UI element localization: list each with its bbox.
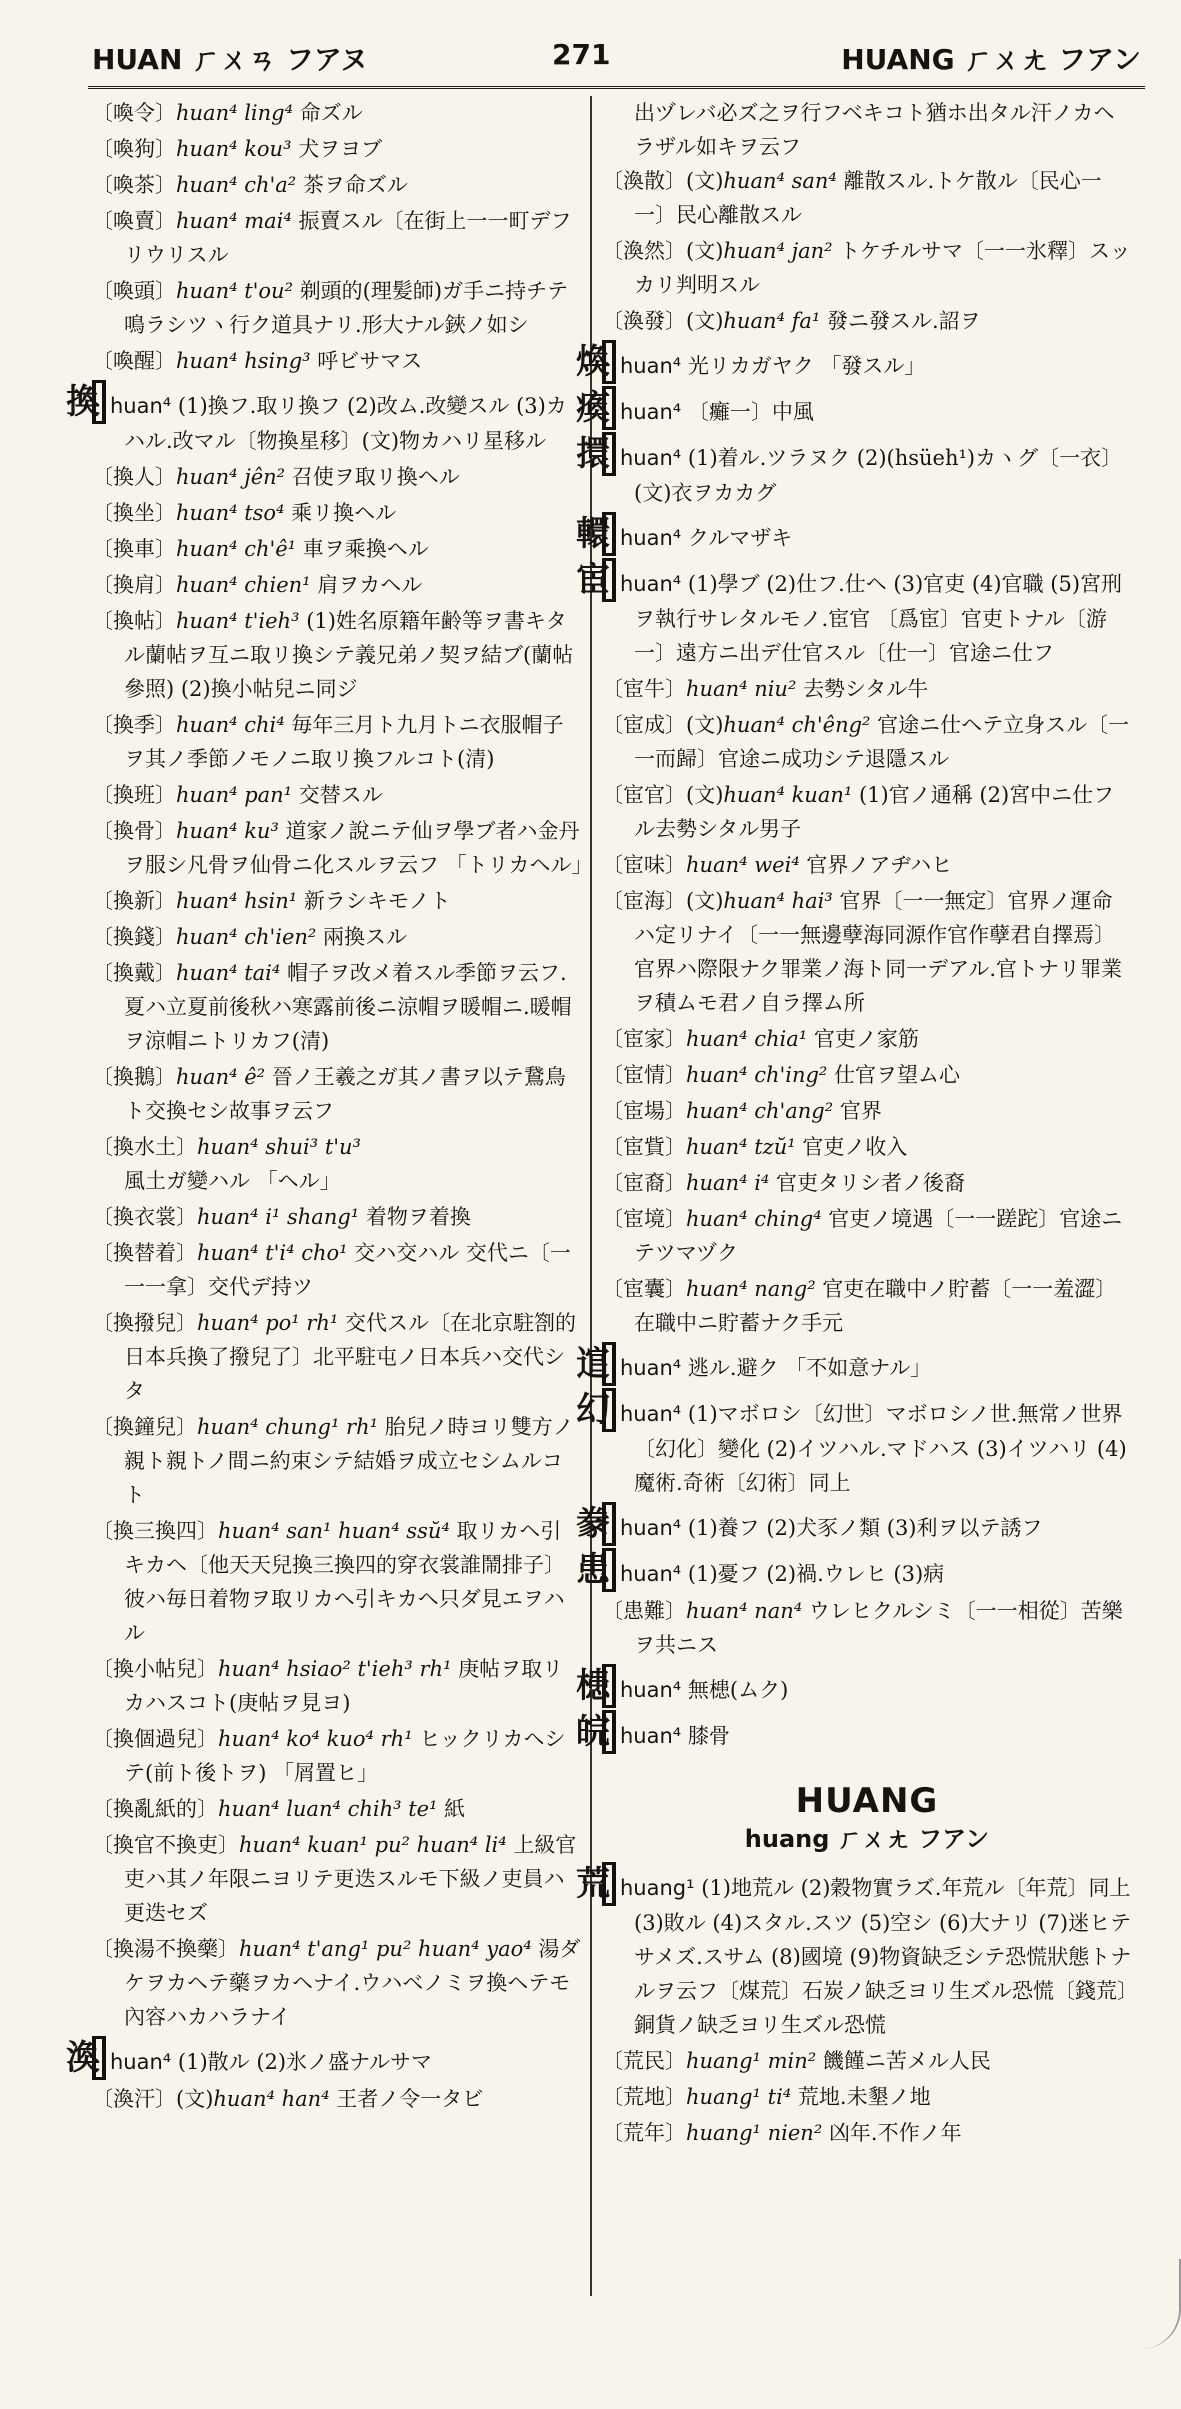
entry-continuation: [602, 96, 1132, 164]
entry-pronunciation: huan⁴ nan⁴: [686, 1599, 803, 1623]
entry-gloss: 官界〔一一無定〕官界ノ運命ハ定リナイ〔一一無邊孽海同源作官作孽君自擇焉〕官界ハ際限ナク罪業ノ海ト同一デアル.官トナリ罪業ヲ積ムモ君ノ自ラ擇ム所: [634, 889, 1122, 1015]
compound-entry: [602, 304, 1132, 338]
entry-gloss: 命ズル: [299, 101, 363, 125]
compound-entry: [92, 920, 582, 954]
entry-character: 宦: [602, 558, 616, 602]
entry-gloss: 車ヲ乘換ヘル: [302, 537, 429, 561]
entry-headword: 〔渙散〕(文): [602, 169, 724, 193]
entry-pronunciation: huan⁴ t'ang¹ pu² huan⁴ yao⁴: [239, 1937, 532, 1961]
compound-entry: [92, 604, 582, 706]
entry-character: 煥: [602, 340, 616, 384]
entry-headword: 〔宦家〕: [602, 1027, 686, 1051]
character-entry: [576, 1548, 1132, 1592]
compound-entry: [92, 460, 582, 494]
entry-pronunciation: huan⁴ tai⁴: [176, 961, 281, 985]
compound-entry: [92, 96, 582, 130]
header-right-guide-word: HUANG ㄏㄨㄤ フアン: [841, 43, 1141, 76]
entry-headword: 〔換官不換吏〕: [92, 1833, 239, 1857]
entry-pronunciation: huan⁴: [620, 400, 682, 424]
entry-character: 轘: [602, 512, 616, 556]
compound-entry: [602, 1166, 1132, 1200]
entry-headword: 〔宦味〕: [602, 853, 686, 877]
entry-gloss: 交ハ交ハル 交代ニ〔一一一拿〕交代デ持ツ: [124, 1241, 571, 1299]
compound-entry: [92, 1130, 582, 1198]
compound-entry: [602, 2080, 1132, 2114]
entry-gloss: 去勢シタル牛: [803, 677, 929, 701]
right-column: [576, 96, 1132, 2356]
compound-entry: [602, 1058, 1132, 1092]
compound-entry: [602, 234, 1132, 302]
entry-gloss: (1)換フ.取リ換フ (2)改ム.改變スル (3)カハル.改マル〔物換星移〕(文)物カハリ星移ル: [124, 394, 567, 453]
entry-pronunciation: huan⁴ luan⁴ chih³ te¹: [218, 1797, 438, 1821]
entry-pronunciation: huan⁴ kuan¹ pu² huan⁴ li⁴: [239, 1833, 507, 1857]
entry-gloss: 剃頭的(理髪師)ガ手ニ持チテ鳴ラシツヽ行ク道具ナリ.形大ナル鋏ノ如シ: [124, 279, 569, 337]
entry-headword: 〔換骨〕: [92, 819, 176, 843]
character-entry: [576, 1862, 1132, 2042]
entry-gloss: トケチルサマ〔一一氷釋〕スッカリ判明スル: [634, 239, 1131, 297]
entry-gloss: 庚帖ヲ取リカハスコト(庚帖ヲ見ヨ): [124, 1657, 564, 1715]
entry-headword: 〔換肩〕: [92, 573, 176, 597]
entry-pronunciation: huan⁴ san⁴: [723, 169, 837, 193]
compound-entry: [92, 778, 582, 812]
entry-pronunciation: huan⁴ hai³: [723, 889, 833, 913]
compound-entry: [602, 1272, 1132, 1340]
entry-pronunciation: huan⁴ po¹ rh¹: [197, 1311, 339, 1335]
entry-headword: 〔荒地〕: [602, 2085, 686, 2109]
entry-gloss: 帽子ヲ改メ着スル季節ヲ云フ.夏ハ立夏前後秋ハ寒露前後ニ涼帽ヲ暖帽ニ.暖帽ヲ涼帽ニトリカフ(清): [124, 961, 572, 1053]
compound-entry: [602, 778, 1132, 846]
entry-pronunciation: huan⁴ ê²: [176, 1065, 266, 1089]
entry-gloss: 官吏在職中ノ貯蓄〔一一羞澀〕在職中ニ貯蓄ナク手元: [634, 1277, 1117, 1335]
entry-pronunciation: huan⁴ han⁴: [213, 2087, 330, 2111]
entry-headword: 〔換撥兒〕: [92, 1311, 197, 1335]
compound-entry: [602, 2044, 1132, 2078]
entry-gloss: 犬ヲヨブ: [298, 137, 383, 161]
entry-gloss: 官吏タリシ者ノ後裔: [776, 1171, 966, 1195]
entry-gloss: 凶年.不作ノ年: [828, 2121, 962, 2145]
compound-entry: [92, 568, 582, 602]
entry-pronunciation: huan⁴ ch'ang²: [686, 1099, 834, 1123]
section-title: HUANG: [795, 1781, 939, 1821]
entry-gloss: 道家ノ說ニテ仙ヲ學ブ者ハ金丹ヲ服シ凡骨ヲ仙骨ニ化スルヲ云フ 「トリカヘル」: [124, 819, 593, 877]
compound-entry: [92, 708, 582, 776]
entry-headword: 〔患難〕: [602, 1599, 686, 1623]
character-entry: [576, 1388, 1132, 1500]
entry-headword: 〔宦裔〕: [602, 1171, 686, 1195]
entry-gloss: 湯ダケヲカヘテ藥ヲカヘナイ.ウハベノミヲ換ヘテモ內容ハカハラナイ: [124, 1937, 581, 2029]
entry-headword: 〔換錢〕: [92, 925, 176, 949]
compound-entry: [602, 164, 1132, 232]
entry-pronunciation: huan⁴ t'ieh³: [176, 609, 300, 633]
entry-headword: 〔宦囊〕: [602, 1277, 686, 1301]
character-entry: [576, 340, 1132, 384]
compound-entry: [92, 884, 582, 918]
entry-pronunciation: huan⁴ chia¹: [686, 1027, 808, 1051]
entry-gloss: 官界: [839, 1099, 882, 1123]
character-entry: [576, 1502, 1132, 1546]
compound-entry: [92, 1828, 582, 1930]
entry-headword: 〔喚賣〕: [92, 209, 176, 233]
entry-headword: 〔換戴〕: [92, 961, 176, 985]
compound-entry: [92, 1306, 582, 1408]
entry-gloss: 着物ヲ着換: [365, 1205, 471, 1229]
entry-pronunciation: huan⁴ hsiao² t'ieh³ rh¹: [218, 1657, 452, 1681]
entry-gloss: 交代スル〔在北京駐劄的日本兵換了撥兒了〕北平駐屯ノ日本兵ハ交代シタ: [124, 1311, 577, 1403]
entry-character: 瘓: [602, 386, 616, 430]
entry-character: 換: [92, 380, 106, 424]
entry-character: 患: [602, 1548, 616, 1592]
character-entry: [576, 512, 1132, 556]
entry-pronunciation: huan⁴ san¹ huan⁴ ssŭ⁴: [218, 1519, 450, 1543]
entry-headword: 〔宦官〕(文): [602, 783, 724, 807]
entry-character: 逭: [602, 1342, 616, 1386]
entry-gloss: 呼ビサマス: [317, 349, 423, 373]
entry-pronunciation: huan⁴ kou³: [176, 137, 292, 161]
compound-entry: [92, 274, 582, 342]
compound-entry: [92, 1410, 582, 1512]
compound-entry: [92, 132, 582, 166]
entry-headword: 〔換亂紙的〕: [92, 1797, 218, 1821]
compound-entry: [92, 1060, 582, 1128]
entry-headword: 〔換帖〕: [92, 609, 176, 633]
compound-entry: [602, 1130, 1132, 1164]
entry-gloss: 發ニ發スル.詔ヲ: [826, 309, 981, 333]
entry-gloss: 晉ノ王羲之ガ其ノ書ヲ以テ鵞鳥ト交換セシ故事ヲ云フ: [124, 1065, 566, 1123]
entry-pronunciation: huan⁴ ling⁴: [176, 101, 294, 125]
compound-entry: [602, 708, 1132, 776]
entry-gloss: 官途ニ仕ヘテ立身スル〔一一而歸〕官途ニ成功シテ退隱スル: [634, 713, 1130, 771]
entry-gloss: (1)着ル.ツラヌク (2)(hsüeh¹)カヽグ〔一衣〕(文)衣ヲカカグ: [634, 446, 1123, 505]
page-header: [92, 38, 1141, 84]
entry-pronunciation: huan⁴ ching⁴: [686, 1207, 822, 1231]
entry-gloss: 官吏ノ境遇〔一一蹉跎〕官途ニテツマヅク: [634, 1207, 1123, 1265]
entry-pronunciation: huan⁴: [620, 1562, 682, 1586]
entry-gloss: (1)地荒ル (2)穀物實ラズ.年荒ル〔年荒〕同上 (3)敗ル (4)スタル.スツ (5)空シ (6)大ナリ (7)迷ヒテサメズ.スサム (8)國境 (9)物資缺乏シテ恐慌狀態トナルヲ云フ〔煤荒〕石炭ノ缺乏ヨリ生ズル恐慌〔錢荒〕銅貨ノ缺乏ヨリ生ズル恐慌: [634, 1876, 1132, 2037]
entry-gloss: 出ヅレバ必ズ之ヲ行フベキコト猶ホ出タル汗ノカヘラザル如キヲ云フ: [634, 101, 1115, 159]
entry-pronunciation: huan⁴ chung¹ rh¹: [197, 1415, 379, 1439]
character-entry: [576, 1342, 1132, 1386]
compound-entry: [602, 1094, 1132, 1128]
entry-headword: 〔喚茶〕: [92, 173, 176, 197]
entry-character: 皖: [602, 1710, 616, 1754]
character-entry: [576, 558, 1132, 670]
entry-headword: 〔換鐘兒〕: [92, 1415, 197, 1439]
compound-entry: [92, 1200, 582, 1234]
character-entry: [66, 2036, 582, 2080]
entry-pronunciation: huan⁴ ch'êng²: [723, 713, 871, 737]
entry-pronunciation: huan⁴ shui³ t'u³: [197, 1135, 361, 1159]
entry-gloss: 光リカガヤク 「發スル」: [687, 354, 926, 378]
header-left-guide-word: HUAN ㄏㄨㄢ フアヌ: [92, 43, 368, 76]
entry-pronunciation: huan⁴ ch'ê¹: [176, 537, 297, 561]
character-entry: [576, 1710, 1132, 1754]
entry-pronunciation: huan⁴: [620, 1402, 682, 1426]
compound-entry: [92, 496, 582, 530]
entry-gloss: (1)散ル (2)氷ノ盛ナルサマ: [177, 2050, 433, 2074]
entry-gloss: 肩ヲカヘル: [317, 573, 423, 597]
entry-headword: 〔換個過兒〕: [92, 1727, 218, 1751]
entry-headword: 〔換替着〕: [92, 1241, 197, 1265]
compound-entry: [92, 1792, 582, 1826]
entry-gloss: (1)姓名原籍年齢等ヲ書キタル蘭帖ヲ互ニ取リ換シテ義兄弟ノ契ヲ結ブ(蘭帖參照) (2)換小帖兒ニ同ジ: [124, 609, 574, 701]
character-entry: [576, 1664, 1132, 1708]
compound-entry: [602, 1594, 1132, 1662]
entry-headword: 〔喚頭〕: [92, 279, 176, 303]
entry-pronunciation: huan⁴ hsin¹: [176, 889, 298, 913]
compound-entry: [92, 204, 582, 272]
entry-headword: 〔荒年〕: [602, 2121, 686, 2145]
entry-pronunciation: huan⁴ ch'a²: [176, 173, 297, 197]
section-heading: [602, 1781, 1132, 1856]
entry-headword: 〔換鵝〕: [92, 1065, 176, 1089]
entry-pronunciation: huan⁴ fa¹: [723, 309, 821, 333]
entry-pronunciation: huan⁴ nang²: [686, 1277, 816, 1301]
entry-gloss: 王者ノ令一タビ: [336, 2087, 484, 2111]
page-number: 271: [552, 38, 611, 71]
entry-gloss: (1)官ノ通稱 (2)宮中ニ仕フル去勢シタル男子: [634, 783, 1115, 841]
entry-headword: 〔換坐〕: [92, 501, 176, 525]
entry-headword: 〔渙然〕(文): [602, 239, 724, 263]
entry-headword: 〔換新〕: [92, 889, 176, 913]
entry-pronunciation: huan⁴ i⁴: [686, 1171, 770, 1195]
entry-gloss: 兩換スル: [323, 925, 408, 949]
entry-pronunciation: huan⁴ i¹ shang¹: [197, 1205, 360, 1229]
entry-headword: 〔換季〕: [92, 713, 176, 737]
entry-gloss: 饑饉ニ苦メル人民: [822, 2049, 991, 2073]
entry-pronunciation: huan⁴ tzŭ¹: [686, 1135, 796, 1159]
entry-character: 幻: [602, 1388, 616, 1432]
compound-entry: [92, 532, 582, 566]
entry-headword: 〔宦牛〕: [602, 677, 686, 701]
entry-character: 豢: [602, 1502, 616, 1546]
entry-pronunciation: huang¹ nien²: [686, 2121, 823, 2145]
entry-pronunciation: huan⁴: [620, 354, 682, 378]
compound-entry: [602, 1202, 1132, 1270]
entry-pronunciation: huan⁴ ch'ien²: [176, 925, 317, 949]
compound-entry: [92, 1722, 582, 1790]
entry-gloss: 風土ガ變ハル 「ヘル」: [124, 1169, 341, 1193]
entry-pronunciation: huan⁴ chien¹: [176, 573, 311, 597]
entry-headword: 〔換衣裳〕: [92, 1205, 197, 1229]
entry-gloss: (1)憂フ (2)禍.ウレヒ (3)病: [687, 1562, 945, 1586]
entry-headword: 〔喚狗〕: [92, 137, 176, 161]
compound-entry: [602, 848, 1132, 882]
entry-pronunciation: huan⁴ niu²: [686, 677, 797, 701]
entry-pronunciation: huang¹: [620, 1876, 695, 1900]
entry-pronunciation: huan⁴ mai⁴: [176, 209, 292, 233]
entry-headword: 〔換三換四〕: [92, 1519, 218, 1543]
compound-entry: [92, 1652, 582, 1720]
entry-pronunciation: huan⁴ ku³: [176, 819, 279, 843]
entry-headword: 〔換湯不換藥〕: [92, 1937, 239, 1961]
compound-entry: [92, 344, 582, 378]
entry-headword: 〔宦成〕(文): [602, 713, 724, 737]
entry-pronunciation: huan⁴ ko⁴ kuo⁴ rh¹: [218, 1727, 413, 1751]
entry-gloss: 膝骨: [687, 1724, 730, 1748]
entry-gloss: ウレヒクルシミ〔一一相從〕苦樂ヲ共ニス: [634, 1599, 1123, 1657]
entry-pronunciation: huan⁴: [620, 1516, 682, 1540]
entry-pronunciation: huan⁴: [620, 1678, 682, 1702]
entry-pronunciation: huan⁴: [620, 572, 682, 596]
entry-headword: 〔換班〕: [92, 783, 176, 807]
entry-pronunciation: huang¹ min²: [686, 2049, 817, 2073]
entry-headword: 〔宦場〕: [602, 1099, 686, 1123]
character-entry: [576, 432, 1132, 510]
entry-gloss: 交替スル: [298, 783, 383, 807]
entry-headword: 〔喚令〕: [92, 101, 176, 125]
entry-pronunciation: huan⁴: [620, 446, 682, 470]
entry-headword: 〔換水土〕: [92, 1135, 197, 1159]
compound-entry: [92, 1932, 582, 2034]
entry-character: 荒: [602, 1862, 616, 1906]
entry-pronunciation: huang¹ ti⁴: [686, 2085, 792, 2109]
entry-character: 擐: [602, 432, 616, 476]
entry-headword: 〔宦貲〕: [602, 1135, 686, 1159]
compound-entry: [602, 1022, 1132, 1056]
entry-gloss: 新ラシキモノト: [303, 889, 451, 913]
entry-gloss: 離散スル.トケ散ル〔民心一一〕民心離散スル: [634, 169, 1102, 227]
entry-pronunciation: huan⁴ t'ou²: [176, 279, 293, 303]
compound-entry: [602, 2116, 1132, 2150]
entry-gloss: 毎年三月ト九月トニ衣服帽子ヲ其ノ季節ノモノニ取リ換フルコト(清): [124, 713, 564, 771]
entry-gloss: 官界ノアヂハヒ: [806, 853, 953, 877]
entry-pronunciation: huan⁴: [620, 1356, 682, 1380]
entry-gloss: 官吏ノ家筋: [813, 1027, 919, 1051]
entry-gloss: ヒックリカヘシテ(前ト後トヲ) 「屑置ヒ」: [124, 1727, 566, 1785]
entry-pronunciation: huan⁴ jan²: [723, 239, 833, 263]
entry-gloss: 召使ヲ取リ換ヘル: [291, 465, 460, 489]
entry-gloss: (1)マボロシ〔幻世〕マボロシノ世.無常ノ世界〔幻化〕變化 (2)イツハル.マドハス (3)イツハリ (4)魔術.奇術〔幻術〕同上: [634, 1402, 1127, 1495]
entry-headword: 〔宦境〕: [602, 1207, 686, 1231]
entry-pronunciation: huan⁴ hsing³: [176, 349, 311, 373]
entry-gloss: 乘リ換ヘル: [291, 501, 397, 525]
compound-entry: [602, 672, 1132, 706]
entry-gloss: 取リカヘ引キカヘ〔他天天兒換三換四的穿衣裳誰鬧排子〕彼ハ毎日着物ヲ取リカヘ引キカヘ只ダ見エヲハル: [124, 1519, 565, 1645]
entry-pronunciation: huan⁴ t'i⁴ cho¹: [197, 1241, 348, 1265]
entry-character: 渙: [92, 2036, 106, 2080]
entry-headword: 〔渙發〕(文): [602, 309, 724, 333]
entry-pronunciation: huan⁴: [620, 1724, 682, 1748]
entry-pronunciation: huan⁴: [620, 526, 682, 550]
entry-headword: 〔宦情〕: [602, 1063, 686, 1087]
entry-headword: 〔喚醒〕: [92, 349, 176, 373]
entry-pronunciation: huan⁴: [110, 394, 172, 418]
compound-entry: [92, 814, 593, 882]
character-entry: [576, 386, 1132, 430]
entry-pronunciation: huan⁴ chi⁴: [176, 713, 285, 737]
entry-headword: 〔換車〕: [92, 537, 176, 561]
entry-gloss: 荒地.未墾ノ地: [797, 2085, 931, 2109]
header-rule: [88, 86, 1145, 89]
entry-pronunciation: huan⁴ pan¹: [176, 783, 293, 807]
compound-entry: [92, 168, 582, 202]
entry-gloss: クルマザキ: [687, 526, 793, 550]
entry-pronunciation: huan⁴ wei⁴: [686, 853, 800, 877]
entry-pronunciation: huan⁴: [110, 2050, 172, 2074]
entry-pronunciation: huan⁴ jên²: [176, 465, 286, 489]
page-curl: [1139, 2259, 1181, 2349]
compound-entry: [92, 1236, 582, 1304]
compound-entry: [92, 1514, 582, 1650]
entry-gloss: 〔癱一〕中風: [687, 400, 814, 424]
entry-gloss: 仕官ヲ望ム心: [834, 1063, 961, 1087]
compound-entry: [92, 956, 582, 1058]
entry-headword: 〔宦海〕(文): [602, 889, 724, 913]
entry-pronunciation: huan⁴ tso⁴: [176, 501, 285, 525]
entry-headword: 〔渙汗〕(文): [92, 2087, 214, 2111]
entry-pronunciation: huan⁴ ch'ing²: [686, 1063, 828, 1087]
entry-gloss: 振賣スル〔在街上一一町デフリウリスル: [124, 209, 572, 267]
compound-entry: [602, 884, 1132, 1020]
entry-character: 槵: [602, 1664, 616, 1708]
entry-gloss: 逃ル.避ク 「不如意ナル」: [687, 1356, 932, 1380]
entry-headword: 〔換小帖兒〕: [92, 1657, 218, 1681]
entry-gloss: (1)養フ (2)犬豕ノ類 (3)利ヲ以テ誘フ: [687, 1516, 1043, 1540]
entry-gloss: 官吏ノ收入: [802, 1135, 908, 1159]
entry-gloss: (1)學ブ (2)仕フ.仕ヘ (3)官吏 (4)官職 (5)宮刑ヲ執行サレタルモノ.宦官 〔爲宦〕官吏トナル〔游一〕遠方ニ出デ仕官スル〔仕一〕官途ニ仕フ: [634, 572, 1123, 665]
character-entry: [66, 380, 582, 458]
entry-headword: 〔荒民〕: [602, 2049, 686, 2073]
entry-gloss: 茶ヲ命ズル: [302, 173, 408, 197]
compound-entry: [92, 2082, 582, 2116]
section-subtitle: huang ㄏㄨㄤ フアン: [744, 1825, 990, 1853]
entry-gloss: 無槵(ムク): [687, 1678, 789, 1702]
entry-gloss: 上級官吏ハ其ノ年限ニヨリテ更迭スルモ下級ノ吏員ハ更迭セズ: [124, 1833, 577, 1925]
entry-gloss: 紙: [444, 1797, 466, 1821]
left-column: [66, 96, 593, 2356]
entry-headword: 〔換人〕: [92, 465, 176, 489]
entry-gloss: 胎兒ノ時ヨリ雙方ノ親ト親トノ間ニ約束シテ結婚ヲ成立セシムルコト: [124, 1415, 574, 1507]
entry-pronunciation: huan⁴ kuan¹: [723, 783, 853, 807]
